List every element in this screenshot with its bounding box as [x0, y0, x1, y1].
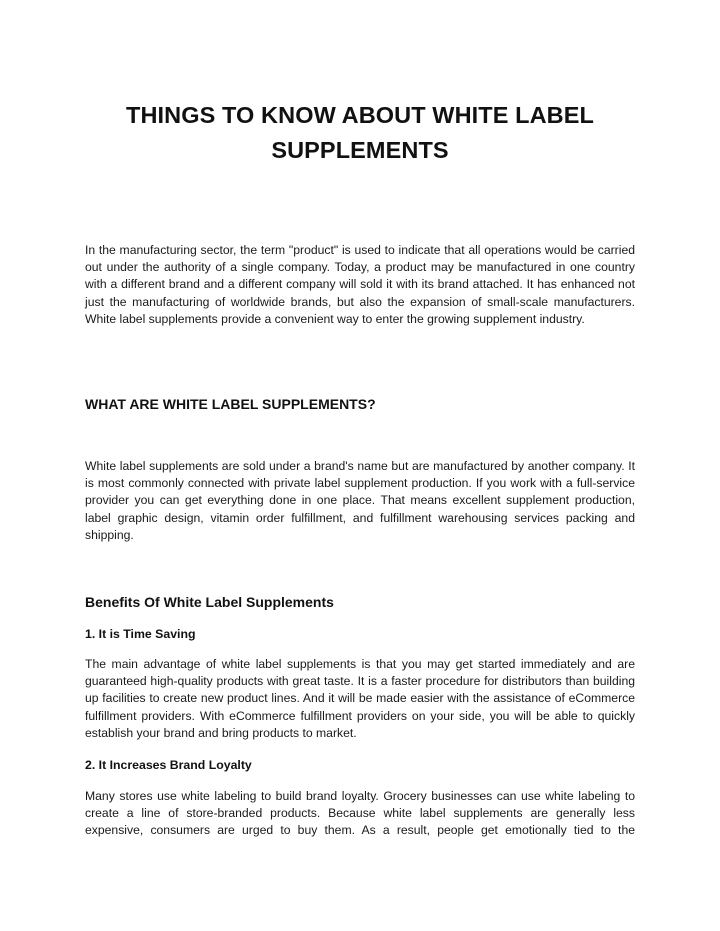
section-heading-what-are: WHAT ARE WHITE LABEL SUPPLEMENTS? — [85, 396, 376, 412]
document-title: THINGS TO KNOW ABOUT WHITE LABEL SUPPLEMENTS — [126, 102, 594, 163]
section-what-are-paragraph: White label supplements are sold under a brand's name but are manufactured by another company. It is most commonly connected with private label supplement production. If you work with a full-service provider you can get everything done in one place. That means excellent supplement production, label graphic design, vitamin order fulfillment, and fulfillment warehousing services packing and shipping. — [85, 459, 635, 542]
benefit-1-title: 1. It is Time Saving — [85, 627, 196, 641]
section-heading-benefits: Benefits Of White Label Supplements — [85, 594, 334, 610]
benefit-1-paragraph: The main advantage of white label supplements is that you may get started immediately and are guaranteed high-quality products with great taste. It is a faster procedure for distributors than building up facilities to create new product lines. And it will be made easier with the assistance of eCommerce fulfillment providers. With eCommerce fulfillment providers on your side, you will be able to quickly establish your brand and bring products to market. — [85, 657, 635, 740]
benefit-2-paragraph: Many stores use white labeling to build brand loyalty. Grocery businesses can use white labeling to create a line of store-branded products. Because white label supplements are generally less expensive, consumers are urged to buy them. As a result, people get emotionally tied to the — [85, 789, 635, 838]
intro-paragraph: In the manufacturing sector, the term "product" is used to indicate that all operations would be carried out under the authority of a single company. Today, a product may be manufactured in one country with a different brand and a different company will sold it with its brand attached. It has enhanced not just the manufacturing of worldwide brands, but also the expansion of small-scale manufacturers. White label supplements provide a convenient way to enter the growing supplement industry. — [85, 243, 635, 326]
benefit-2-title: 2. It Increases Brand Loyalty — [85, 758, 252, 772]
